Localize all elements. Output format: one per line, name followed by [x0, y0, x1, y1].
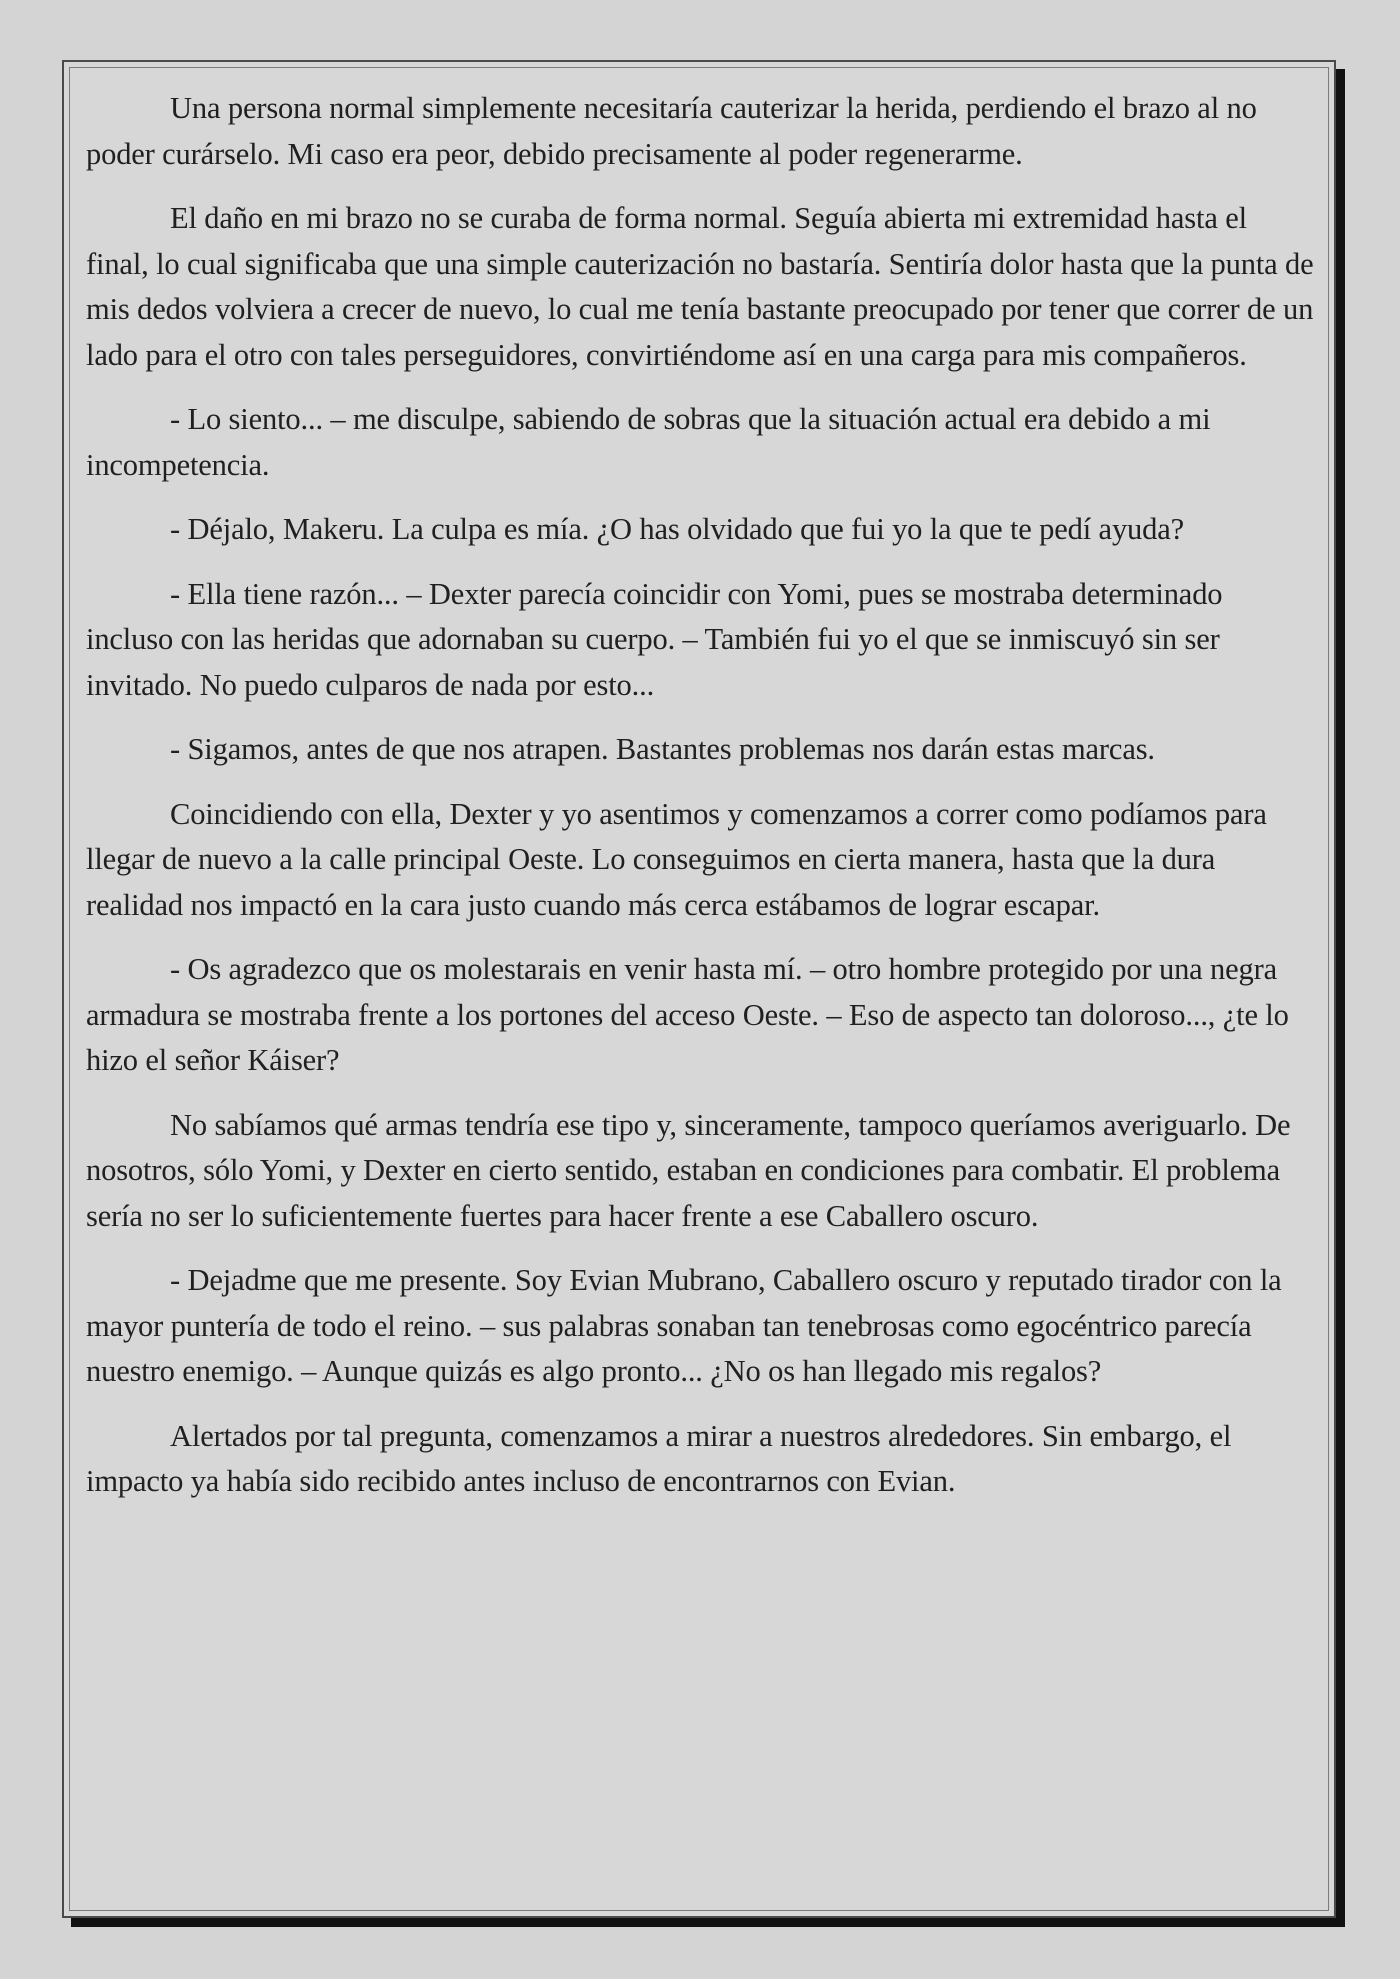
- paragraph-4: - Déjalo, Makeru. La culpa es mía. ¿O has olvidado que fui yo la que te pedí ayuda?: [170, 512, 1185, 546]
- paragraph-11: Alertados por tal pregunta, comenzamos a mirar a nuestros alrededores. Sin embargo, el impacto ya había sido recibido antes incluso de encontrarnos con Evian.: [86, 1418, 1232, 1498]
- document-body: [86, 86, 1316, 1524]
- paragraph-10: - Dejadme que me presente. Soy Evian Mubrano, Caballero oscuro y reputado tirador con la mayor puntería de todo el reino. – sus palabras sonaban tan tenebrosas como egocéntrico parecía nuestro enemigo. – Aunque quizás es algo pronto... ¿No os han llegado mis regalos?: [86, 1263, 1282, 1388]
- paragraph-5: - Ella tiene razón... – Dexter parecía coincidir con Yomi, pues se mostraba determinado incluso con las heridas que adornaban su cuerpo. – También fui yo el que se inmiscuyó sin ser invitado. No puedo culparos de nada por esto...: [86, 576, 1223, 702]
- paragraph-3: - Lo siento... – me disculpe, sabiendo de sobras que la situación actual era debido a mi incompetencia.: [86, 402, 1211, 482]
- paragraph-7: Coincidiendo con ella, Dexter y yo asentimos y comenzamos a correr como podíamos para llegar de nuevo a la calle principal Oeste. Lo conseguimos en cierta manera, hasta que la dura realidad nos impactó en la cara justo cuando más cerca estábamos de lograr escapar.: [86, 796, 1267, 922]
- page-frame: [62, 60, 1336, 1918]
- paragraph-1: Una persona normal simplemente necesitaría cauterizar la herida, perdiendo el brazo al no poder curárselo. Mi caso era peor, debido precisamente al poder regenerarme.: [86, 91, 1257, 171]
- paragraph-2: El daño en mi brazo no se curaba de forma normal. Seguía abierta mi extremidad hasta el final, lo cual significaba que una simple cauterización no bastaría. Sentiría dolor hasta que la punta de mis dedos volviera a crecer de nuevo, lo cual me tenía bastante preocupado por tener que correr de un lado para el otro con tales perseguidores, convirtiéndome así en una carga para mis compañeros.: [86, 201, 1314, 372]
- paragraph-9: No sabíamos qué armas tendría ese tipo y, sinceramente, tampoco queríamos averiguarlo. De nosotros, sólo Yomi, y Dexter en cierto sentido, estaban en condiciones para combatir. El problema sería no ser lo suficientemente fuertes para hacer frente a ese Caballero oscuro.: [86, 1107, 1291, 1233]
- paragraph-8: - Os agradezco que os molestarais en venir hasta mí. – otro hombre protegido por una negra armadura se mostraba frente a los portones del acceso Oeste. – Eso de aspecto tan doloroso..., ¿te lo hizo el señor Káiser?: [86, 952, 1289, 1077]
- paragraph-6: - Sigamos, antes de que nos atrapen. Bastantes problemas nos darán estas marcas.: [170, 732, 1155, 766]
